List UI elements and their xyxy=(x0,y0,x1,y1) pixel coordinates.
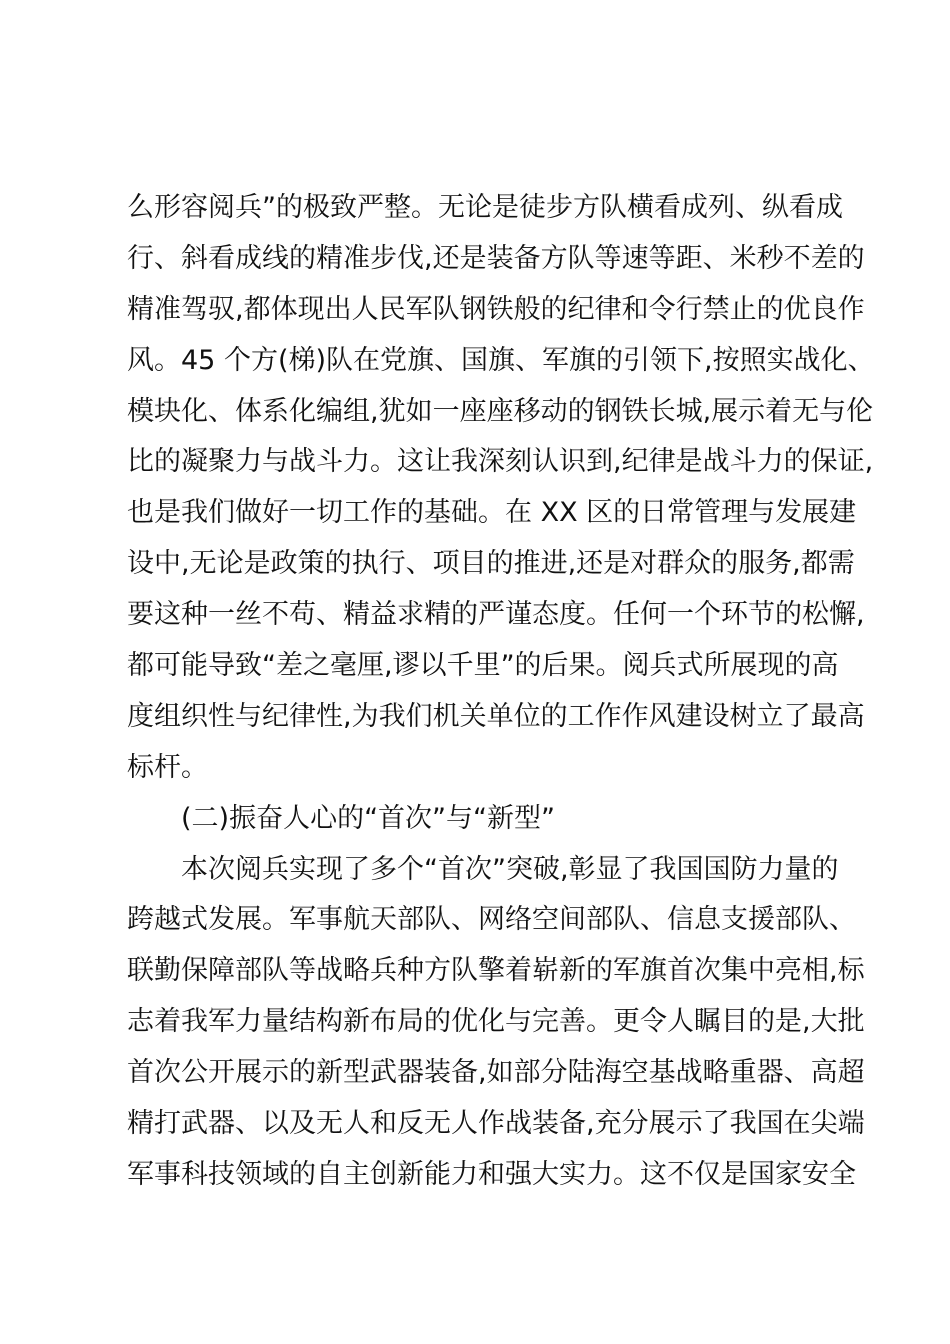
text-line: 本次阅兵实现了多个“首次”突破,彰显了我国国防力量的 xyxy=(181,853,839,885)
text-line: 行、斜看成线的精准步伐,还是装备方队等速等距、米秒不差的 xyxy=(127,242,865,274)
text-line: 风。45 个方(梯)队在党旗、国旗、军旗的引领下,按照实战化、 xyxy=(127,344,875,376)
text-line: 么形容阅兵”的极致严整。无论是徒步方队横看成列、纵看成 xyxy=(127,192,843,223)
paragraph-1 xyxy=(127,183,875,794)
paragraph-2 xyxy=(127,845,865,1201)
text-line: 精准驾驭,都体现出人民军队钢铁般的纪律和令行禁止的优良作 xyxy=(127,293,865,325)
text-line: 也是我们做好一切工作的基础。在 XX 区的日常管理与发展建 xyxy=(127,497,857,529)
text-line: 比的凝聚力与战斗力。这让我深刻认识到,纪律是战斗力的保证, xyxy=(127,446,874,478)
text-line: 联勤保障部队等战略兵种方队擎着崭新的军旗首次集中亮相,标 xyxy=(127,955,865,987)
text-line: 度组织性与纪律性,为我们机关单位的工作作风建设树立了最高 xyxy=(127,700,865,732)
text-line: 跨越式发展。军事航天部队、网络空间部队、信息支援部队、 xyxy=(127,904,856,936)
text-line: 模块化、体系化编组,犹如一座座移动的钢铁长城,展示着无与伦 xyxy=(127,395,874,427)
text-line: 首次公开展示的新型武器装备,如部分陆海空基战略重器、高超 xyxy=(127,1057,865,1089)
text-line: 精打武器、以及无人和反无人作战装备,充分展示了我国在尖端 xyxy=(127,1108,865,1140)
text-line: 都可能导致“差之毫厘,谬以千里”的后果。阅兵式所展现的高 xyxy=(127,650,839,682)
text-line: 要这种一丝不苟、精益求精的严谨态度。任何一个环节的松懈, xyxy=(127,599,865,631)
text-line: 志着我军力量结构新布局的优化与完善。更令人瞩目的是,大批 xyxy=(127,1006,865,1038)
text-line: 标杆。 xyxy=(127,751,208,783)
document-body xyxy=(127,183,875,1201)
section-heading: (二)振奋人心的“首次”与“新型” xyxy=(181,802,556,834)
text-line: 设中,无论是政策的执行、项目的推进,还是对群众的服务,都需 xyxy=(127,548,855,580)
text-line: 军事科技领域的自主创新能力和强大实力。这不仅是国家安全 xyxy=(127,1158,856,1190)
